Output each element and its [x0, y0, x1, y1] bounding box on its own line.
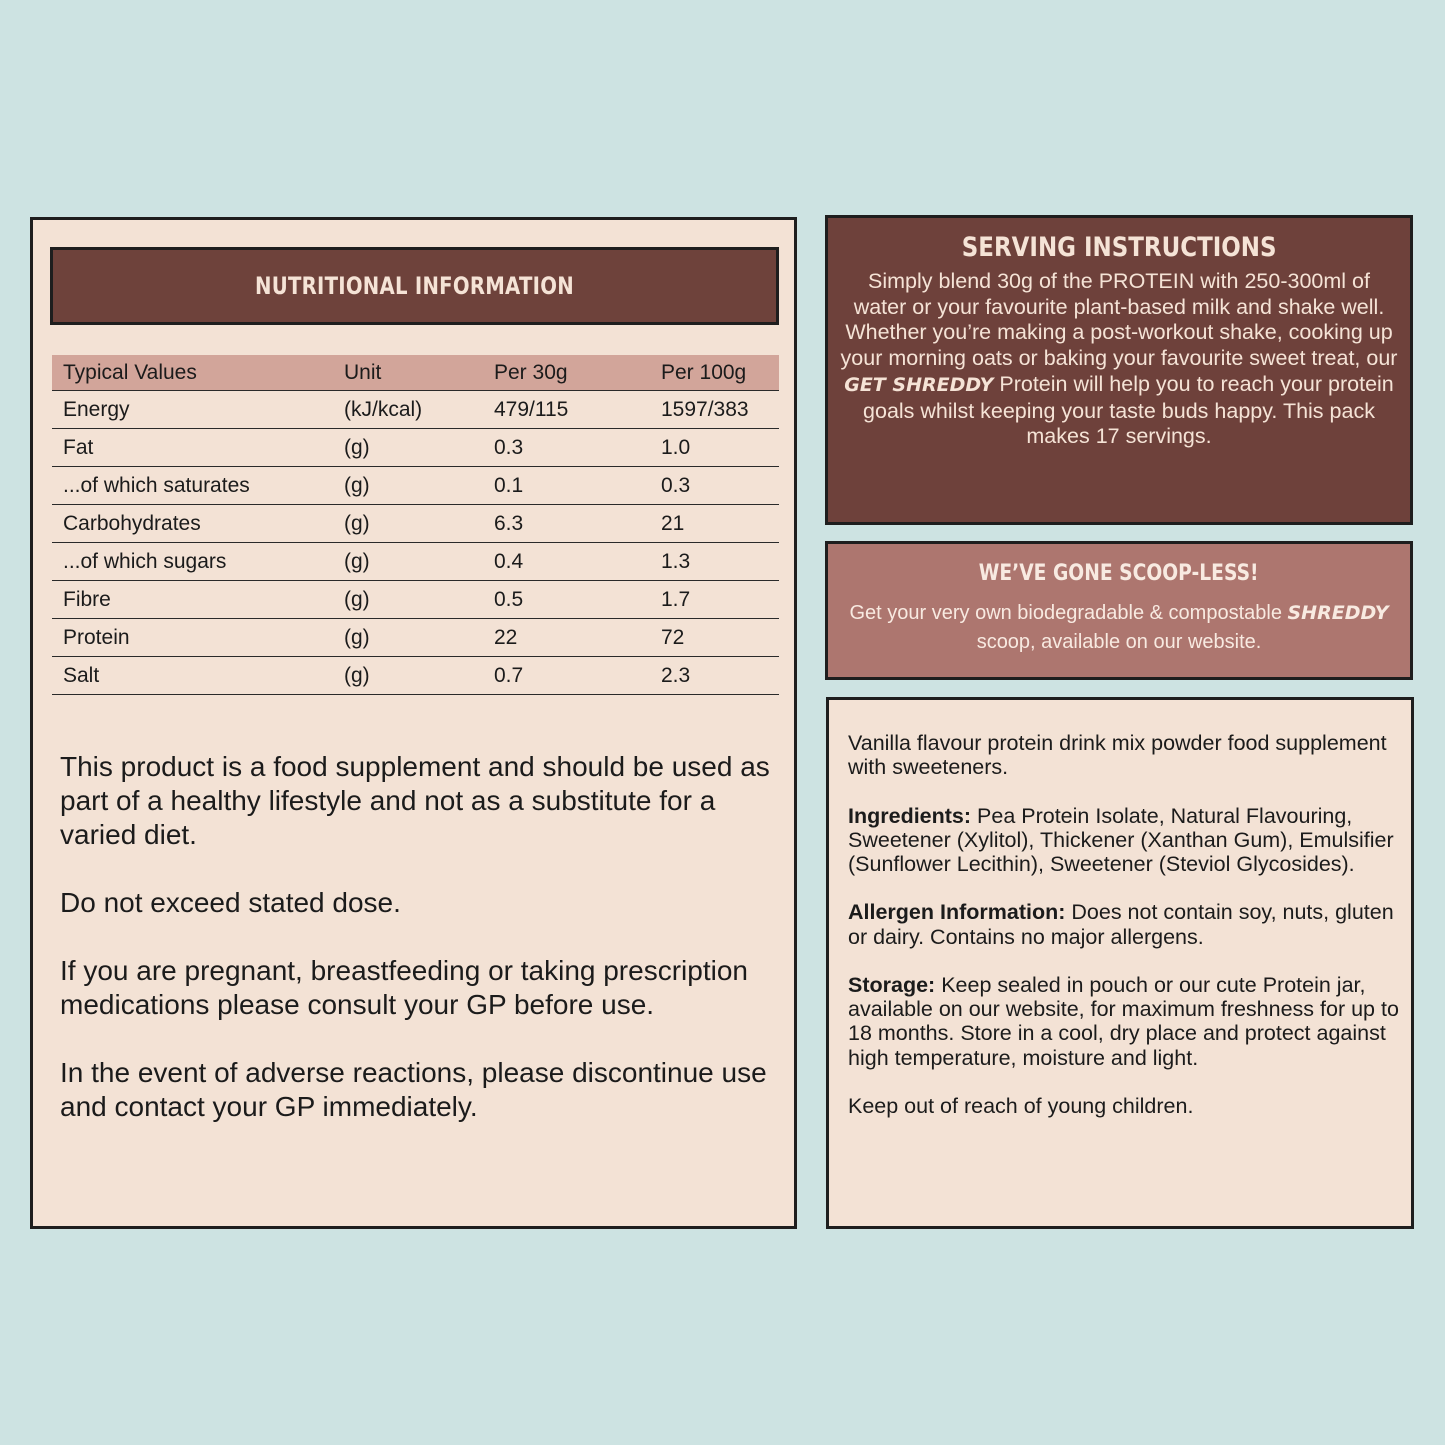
- header-per-30g: Per 30g: [483, 355, 650, 391]
- nutrient-per-30g: 0.5: [483, 581, 650, 619]
- nutrient-name: ...of which saturates: [52, 467, 333, 505]
- allergen-information: Allergen Information: Does not contain soy, nuts, gluten or dairy. Contains no major allergens.: [848, 900, 1394, 949]
- nutrient-per-30g: 0.4: [483, 543, 650, 581]
- allergen-label: Allergen Information:: [848, 900, 1066, 925]
- disclaimer-supplement: This product is a food supplement and should be used as part of a healthy lifestyle and not as a substitute for a varied diet.: [60, 751, 770, 850]
- storage-label: Storage:: [848, 972, 936, 997]
- header-unit: Unit: [333, 355, 483, 391]
- table-row: [52, 581, 779, 619]
- table-row: [52, 505, 779, 543]
- children-warning: Keep out of reach of young children.: [848, 1093, 1194, 1118]
- nutrient-per-100g: 0.3: [650, 467, 779, 505]
- nutrient-per-30g: 22: [483, 619, 650, 657]
- table-row: [52, 467, 779, 505]
- nutrition-title-bar: [50, 247, 779, 325]
- serving-instructions-panel: [825, 215, 1413, 525]
- nutrition-panel: [30, 217, 797, 1229]
- nutrition-table: [52, 355, 779, 695]
- nutrient-unit: (kJ/kcal): [333, 391, 483, 429]
- table-row: [52, 619, 779, 657]
- ingredients-label: Ingredients:: [848, 803, 972, 828]
- nutrient-per-100g: 21: [650, 505, 779, 543]
- nutrient-unit: (g): [333, 467, 483, 505]
- header-per-100g: Per 100g: [650, 355, 779, 391]
- scoop-text: Get your very own biodegradable & compostable SHREDDY scoop, available on our website.: [849, 602, 1389, 653]
- nutrient-per-30g: 0.7: [483, 657, 650, 695]
- nutrient-per-30g: 0.1: [483, 467, 650, 505]
- nutrient-per-100g: 72: [650, 619, 779, 657]
- product-description: Vanilla flavour protein drink mix powder food supplement with sweeteners.: [848, 731, 1387, 780]
- scoop-title: WE’VE GONE SCOOP-LESS!: [979, 561, 1259, 586]
- nutrient-unit: (g): [333, 429, 483, 467]
- nutrient-per-30g: 479/115: [483, 391, 650, 429]
- table-row: [52, 429, 779, 467]
- header-typical-values: Typical Values: [52, 355, 333, 391]
- table-row: [52, 543, 779, 581]
- disclaimers: [60, 750, 780, 1158]
- nutrient-name: Carbohydrates: [52, 505, 333, 543]
- nutrient-name: Protein: [52, 619, 333, 657]
- table-row: [52, 391, 779, 429]
- nutrient-per-30g: 6.3: [483, 505, 650, 543]
- nutrient-name: Energy: [52, 391, 333, 429]
- nutrient-per-100g: 2.3: [650, 657, 779, 695]
- brand-name: SHREDDY: [1287, 602, 1389, 624]
- nutrient-per-100g: 1.3: [650, 543, 779, 581]
- disclaimer-dose: Do not exceed stated dose.: [60, 887, 401, 918]
- nutrition-table-header: [52, 355, 779, 391]
- nutrient-unit: (g): [333, 619, 483, 657]
- nutrient-unit: (g): [333, 657, 483, 695]
- brand-name: GET SHREDDY: [844, 373, 994, 396]
- disclaimer-pregnancy: If you are pregnant, breastfeeding or taking prescription medications please consult your GP before use.: [60, 955, 748, 1020]
- nutrient-per-30g: 0.3: [483, 429, 650, 467]
- nutrient-name: Salt: [52, 657, 333, 695]
- serving-text: Simply blend 30g of the PROTEIN with 250-300ml of water or your favourite plant-based milk and shake well. Whether you’re making a post-workout shake, cooking up your morning oats or baking your favourite sweet treat, our GET SHREDDY Protein will help you to reach your protein goals whilst keeping your taste buds happy. This pack makes 17 servings.: [840, 269, 1398, 449]
- serving-title: SERVING INSTRUCTIONS: [961, 232, 1277, 263]
- scoop-less-panel: [825, 541, 1413, 680]
- nutrient-name: Fat: [52, 429, 333, 467]
- table-row: [52, 657, 779, 695]
- nutrition-title: NUTRITIONAL INFORMATION: [255, 272, 574, 300]
- nutrient-name: Fibre: [52, 581, 333, 619]
- ingredients-text: [848, 731, 1403, 1142]
- disclaimer-adverse-reactions: In the event of adverse reactions, please discontinue use and contact your GP immediately.: [60, 1057, 767, 1122]
- ingredients-panel: [826, 697, 1414, 1229]
- nutrient-unit: (g): [333, 505, 483, 543]
- nutrient-name: ...of which sugars: [52, 543, 333, 581]
- storage-information: Storage: Keep sealed in pouch or our cute Protein jar, available on our website, for maximum freshness for up to 18 months. Store in a cool, dry place and protect against high temperature, moisture and light.: [848, 972, 1399, 1070]
- nutrient-unit: (g): [333, 581, 483, 619]
- nutrient-per-100g: 1.7: [650, 581, 779, 619]
- nutrient-unit: (g): [333, 543, 483, 581]
- ingredients-list: Ingredients: Pea Protein Isolate, Natural Flavouring, Sweetener (Xylitol), Thickener (Xanthan Gum), Emulsifier (Sunflower Lecithin), Sweetener (Steviol Glycosides).: [848, 803, 1394, 876]
- nutrient-per-100g: 1597/383: [650, 391, 779, 429]
- nutrient-per-100g: 1.0: [650, 429, 779, 467]
